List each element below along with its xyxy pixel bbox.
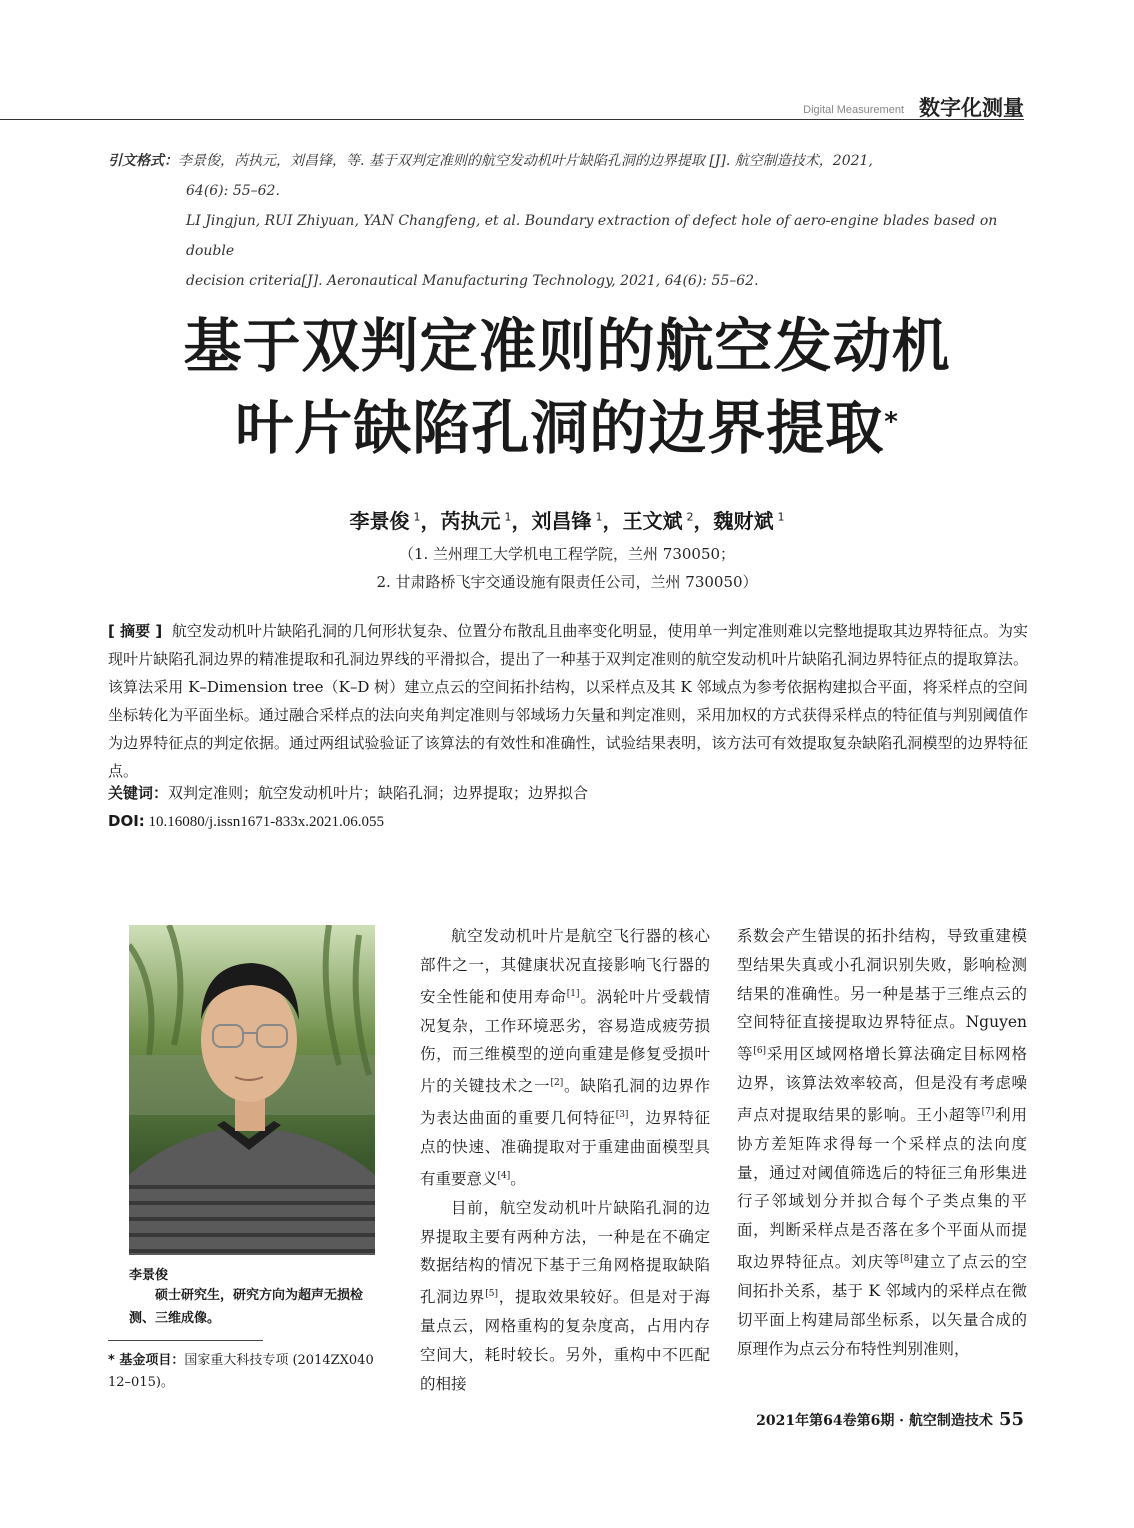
reference-link[interactable]: [6]: [753, 1046, 767, 1057]
affiliation-line1: （1. 兰州理工大学机电工程学院，兰州 730050；: [398, 545, 736, 563]
body-text: 。涡轮叶片受载情况复杂，工作环境恶劣，容易造成疲劳损伤，而三维模型的逆向重建是修复受损叶片的关键技术之一: [420, 987, 710, 1096]
reference-link[interactable]: [5]: [485, 1289, 498, 1300]
body-text: 航空发动机叶片是航空飞行器的核心部件之一，其健康状况直接影响飞行器的安全性能和使用寿命: [420, 927, 710, 1006]
body-text: 目前，航空发动机叶片缺陷孔洞的边界提取主要有两种方法，一种是在不确定数据结构的情况下基于三角网格提取缺陷孔洞边界: [420, 1198, 710, 1307]
citation-label: 引文格式：: [108, 153, 178, 169]
keywords: [108, 782, 1028, 803]
journal-issue: 2021年第64卷第6期 · 航空制造技术: [756, 1413, 993, 1429]
section-label-cn: 数字化测量: [919, 96, 1024, 120]
reference-link[interactable]: [8]: [900, 1254, 913, 1265]
body-text: ，提取效果较好。但是对于海量点云，网格重构的复杂度高，占用内存空间大，耗时较长。另外，重构中不匹配的相接: [420, 1288, 710, 1393]
author-bio-description: 硕士研究生，研究方向为超声无损检测、三维成像。: [129, 1288, 364, 1326]
citation-en-line2: decision criteria[J]. Aeronautical Manufacturing Technology, 2021, 64(6): 55–62.: [186, 273, 759, 289]
author-name: 王文斌: [622, 509, 683, 533]
author-affiliation: 2: [686, 510, 694, 524]
body-text: 。缺陷孔洞的边界作为表达曲面的重要几何特征: [420, 1077, 710, 1128]
body-text: 系数会产生错误的拓扑结构，导致重建模型结果失真或小孔洞识别失败，影响检测结果的准确性。另一种是基于三维点云的空间特征直接提取边界特征点。Nguyen 等: [737, 927, 1027, 1064]
author-list: 李景俊 $^1$，芮执元 $^1$，刘昌锋 $^1$，王文斌 $^2$，魏财斌 $^1$: [349, 509, 785, 533]
funding-label: * 基金项目：: [108, 1353, 185, 1368]
affiliations: [0, 540, 1134, 596]
body-paragraph: [420, 1194, 710, 1399]
page-footer: [756, 1409, 1024, 1430]
keywords-label: 关键词：: [108, 784, 169, 802]
reference-link[interactable]: [4]: [497, 1170, 511, 1181]
author-photo: [129, 925, 375, 1255]
reference-link[interactable]: [7]: [981, 1106, 995, 1117]
header-divider: [0, 119, 1024, 120]
doi-text: 10.16080/j.issn1671-833x.2021.06.055: [148, 814, 384, 830]
title-line2: 叶片缺陷孔洞的边界提取: [235, 394, 885, 462]
body-column-1: [420, 922, 710, 1399]
title-line1: 基于双判定准则的航空发动机: [183, 312, 951, 380]
keywords-text: 双判定准则；航空发动机叶片；缺陷孔洞；边界提取；边界拟合: [168, 784, 589, 802]
author-affiliation: 1: [595, 510, 603, 524]
author-affiliation: 1: [413, 510, 421, 524]
funding-text: 国家重大科技专项 (2014ZX040 12–015)。: [108, 1353, 374, 1390]
author-name: 魏财斌: [713, 509, 774, 533]
abstract: [108, 617, 1028, 785]
body-text: 建立了点云的空间拓扑关系，基于 K 邻域内的采样点在微切平面上构建局部坐标系，以矢量合成的原理作为点云分布特性判别准则，: [737, 1253, 1027, 1358]
funding-footnote: [108, 1350, 398, 1394]
citation-en-line1: LI Jingjun, RUI Zhiyuan, YAN Changfeng, et al. Boundary extraction of defect hole of aero-engine blades based on double: [186, 213, 998, 259]
abstract-label: [ 摘要 ]: [108, 622, 163, 640]
body-column-2: [737, 922, 1027, 1363]
body-paragraph: [420, 922, 710, 1194]
author-name: 芮执元: [440, 509, 501, 533]
title-footnote-mark: *: [884, 407, 899, 437]
body-paragraph: [737, 922, 1027, 1363]
citation-cn-line2: 64(6): 55–62.: [186, 183, 280, 199]
author-affiliation: 1: [504, 510, 512, 524]
body-text: ，边界特征点的快速、准确提取对于重建曲面模型具有重要意义: [420, 1109, 710, 1188]
footnote-divider: [108, 1340, 263, 1341]
author-name: 李景俊: [349, 509, 410, 533]
author-name: 刘昌锋: [531, 509, 592, 533]
paper-title: [0, 305, 1134, 469]
body-text: 利用协方差矩阵求得每一个采样点的法向度量，通过对阈值筛选后的特征三角形集进行子邻域划分并拟合每个子类点集的平面，判断采样点是否落在多个平面从而提取边界特征点。刘庆等: [737, 1106, 1027, 1272]
abstract-text: 航空发动机叶片缺陷孔洞的几何形状复杂、位置分布散乱且曲率变化明显，使用单一判定准则难以完整地提取其边界特征点。为实现叶片缺陷孔洞边界的精准提取和孔洞边界线的平滑拟合，提出了一种基于双判定准则的航空发动机叶片缺陷孔洞边界特征点的提取算法。该算法采用 K–Dimension tree（K–D 树）建立点云的空间拓扑结构，以采样点及其 K 邻域点为参考依据构建拟合平面，将采样点的空间坐标转化为平面坐标。通过融合采样点的法向夹角判定准则与邻域场力矢量和判定准则，采用加权的方式获得采样点的特征值与判别阈值作为边界特征点的判定依据。通过两组试验验证了该算法的有效性和准确性，试验结果表明，该方法可有效提取复杂缺陷孔洞模型的边界特征点。: [108, 622, 1028, 780]
doi: [108, 812, 1028, 831]
citation-cn-line1: 李景俊，芮执元，刘昌锋，等. 基于双判定准则的航空发动机叶片缺陷孔洞的边界提取 [J]. 航空制造技术，2021,: [178, 153, 873, 169]
body-text: 。: [510, 1170, 526, 1188]
reference-link[interactable]: [3]: [615, 1110, 629, 1121]
reference-link[interactable]: [1]: [566, 988, 580, 999]
doi-label: DOI:: [108, 812, 145, 830]
page-number: 55: [998, 1409, 1024, 1430]
body-text: 采用区域网格增长算法确定目标网格边界，该算法效率较高，但是没有考虑噪声点对提取结果的影响。王小超等: [737, 1045, 1027, 1125]
section-label-en: Digital Measurement: [803, 104, 904, 116]
author-bio-name: 李景俊: [129, 1268, 169, 1283]
citation-block: [108, 146, 1028, 296]
reference-link[interactable]: [2]: [550, 1078, 564, 1089]
affiliation-line2: 2. 甘肃路桥飞宇交通设施有限责任公司，兰州 730050）: [376, 573, 758, 591]
author-affiliation: 1: [777, 510, 785, 524]
